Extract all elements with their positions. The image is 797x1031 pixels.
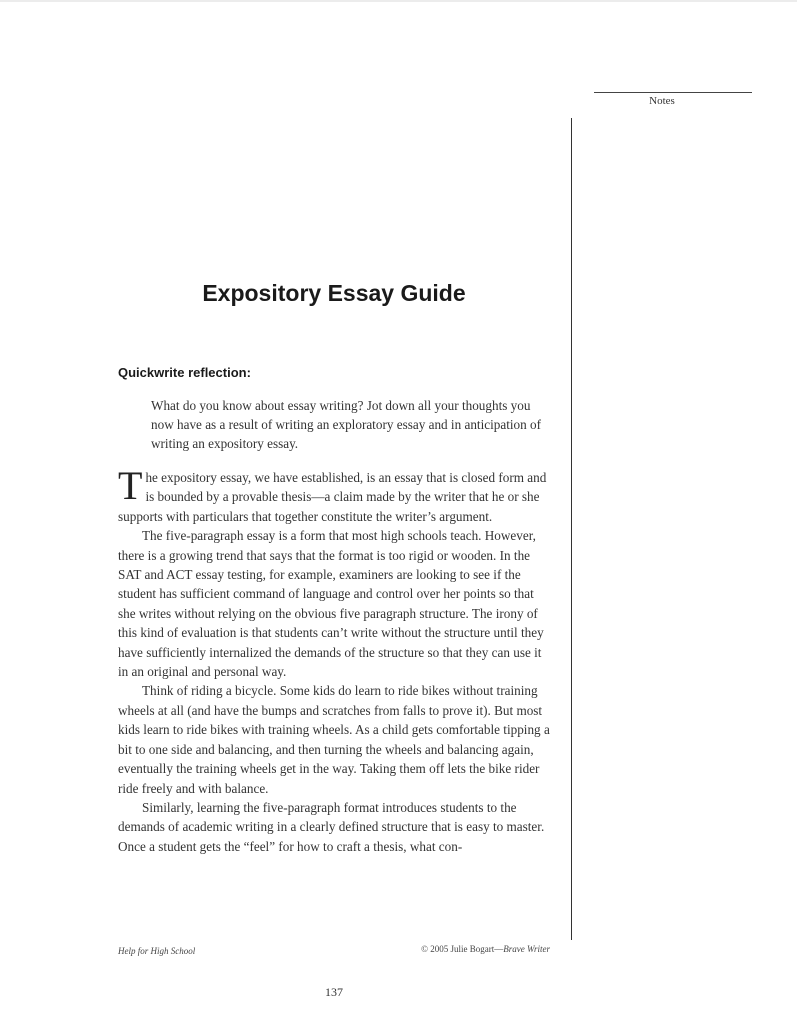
footer-book-title: Help for High School [118,946,196,956]
body-paragraph-1 [118,463,550,526]
body-paragraph-1-text: he expository essay, we have established, is an essay that is closed form and is bounded by a provable thesis—a claim made by the writer that he or she supports with particulars that together constitute the writer’s argument. [118,470,547,524]
page-number: 137 [325,985,343,999]
quickwrite-prompt: What do you know about essay writing? Jot down all your thoughts you now have as a result of writing an exploratory essay and in anticipation of writing an expository essay. [151,398,542,451]
notes-label: Notes [649,95,675,107]
footer-copyright-text: © 2005 Julie Bogart— [421,944,504,954]
notes-rule [594,92,752,93]
page-title: Expository Essay Guide [202,280,466,306]
footer-copyright [340,944,550,954]
essay-body [118,463,550,856]
page-top-edge [0,0,797,2]
body-paragraph-3: Think of riding a bicycle. Some kids do learn to ride bikes without training wheels at all (and have the bumps and scratches from falls to prove it). But most kids learn to ride bikes with training wheels. As a child gets comfortable tipping a bit to one side and balancing, and then turning the wheels and balancing again, eventually the training wheels get in the way. Taking them off lets the bike rider ride freely and with balance. [118,683,550,796]
drop-cap: T [118,463,143,508]
quickwrite-heading: Quickwrite reflection: [118,365,251,380]
body-paragraph-2: The five-paragraph essay is a form that most high schools teach. However, there is a growing trend that says that the format is too rigid or wooden. In the SAT and ACT essay testing, for example, examiners are looking to see if the student has sufficient command of language and control over her points so that she writes without relying on the obvious five paragraph structure. The irony of this kind of evaluation is that students can’t write without the structure until they have sufficiently internalized the demands of the structure so that they can use it in an original and personal way. [118,528,544,680]
notes-margin-divider [571,118,572,940]
footer-brand: Brave Writer [503,944,550,954]
body-paragraph-4: Similarly, learning the five-paragraph format introduces students to the demands of academic writing in a clearly defined structure that is easy to master. Once a student gets the “feel” for how to craft a thesis, what con- [118,799,545,854]
